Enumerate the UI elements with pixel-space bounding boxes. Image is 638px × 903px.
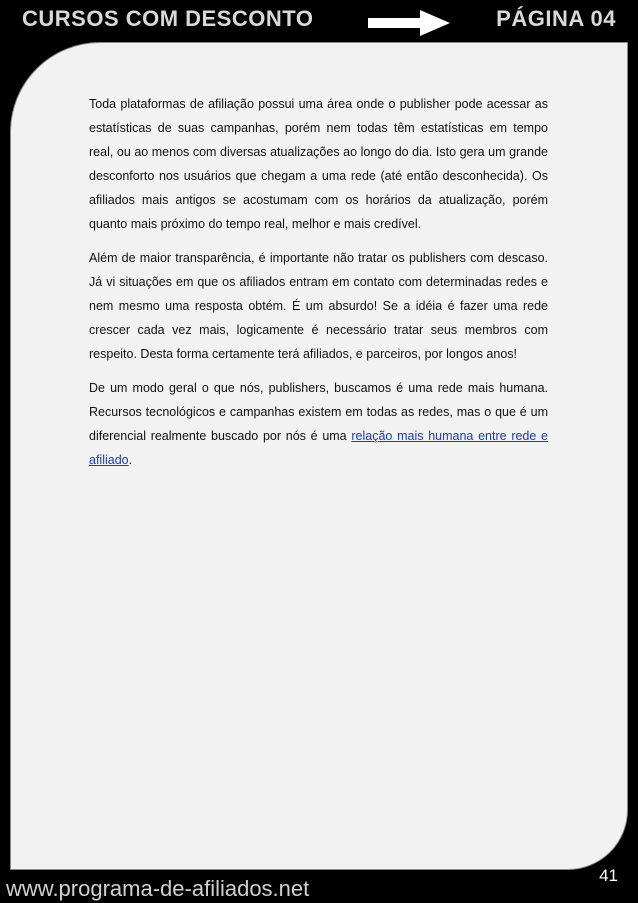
article-body [89, 92, 548, 482]
paragraph-text: De um modo geral o que nós, publishers, buscamos é uma rede mais humana. Recursos tecnológicos e campanhas existem em todas as redes, mas o que é um diferencial realmente buscado por nós é uma [89, 381, 548, 443]
human-relation-link[interactable]: relação mais humana entre rede e afiliado [89, 429, 549, 467]
arrow-right-icon [368, 10, 450, 36]
paragraph-end: . [128, 453, 133, 467]
page-label: PÁGINA 04 [496, 6, 616, 31]
paragraph: Toda plataformas de afiliação possui uma área onde o publisher pode acessar as estatísticas de suas campanhas, porém nem todas têm estatísticas em tempo real, ou ao menos com diversas atualizações ao longo do dia. Isto gera um grande desconforto nos usuários que chegam a uma rede (até então desconhecida). Os afiliados mais antigos se acostumam com os horários da atualização, porém quanto mais próximo do tempo real, melhor e mais credível. [89, 97, 548, 231]
footer-url: www.programa-de-afiliados.net [6, 876, 310, 901]
header-title: CURSOS COM DESCONTO [22, 6, 314, 31]
page-number: 41 [599, 866, 618, 885]
paragraph-with-link [89, 376, 548, 472]
header-bar [0, 0, 638, 44]
paragraph: Além de maior transparência, é importante não tratar os publishers com descaso. Já vi situações em que os afiliados entram em contato com determinadas redes e nem mesmo uma resposta obtém. É um absurdo! Se a idéia é fazer uma rede crescer cada vez mais, logicamente é necessário tratar seus membros com respeito. Desta forma certamente terá afiliados, e parceiros, por longos anos! [89, 251, 548, 361]
